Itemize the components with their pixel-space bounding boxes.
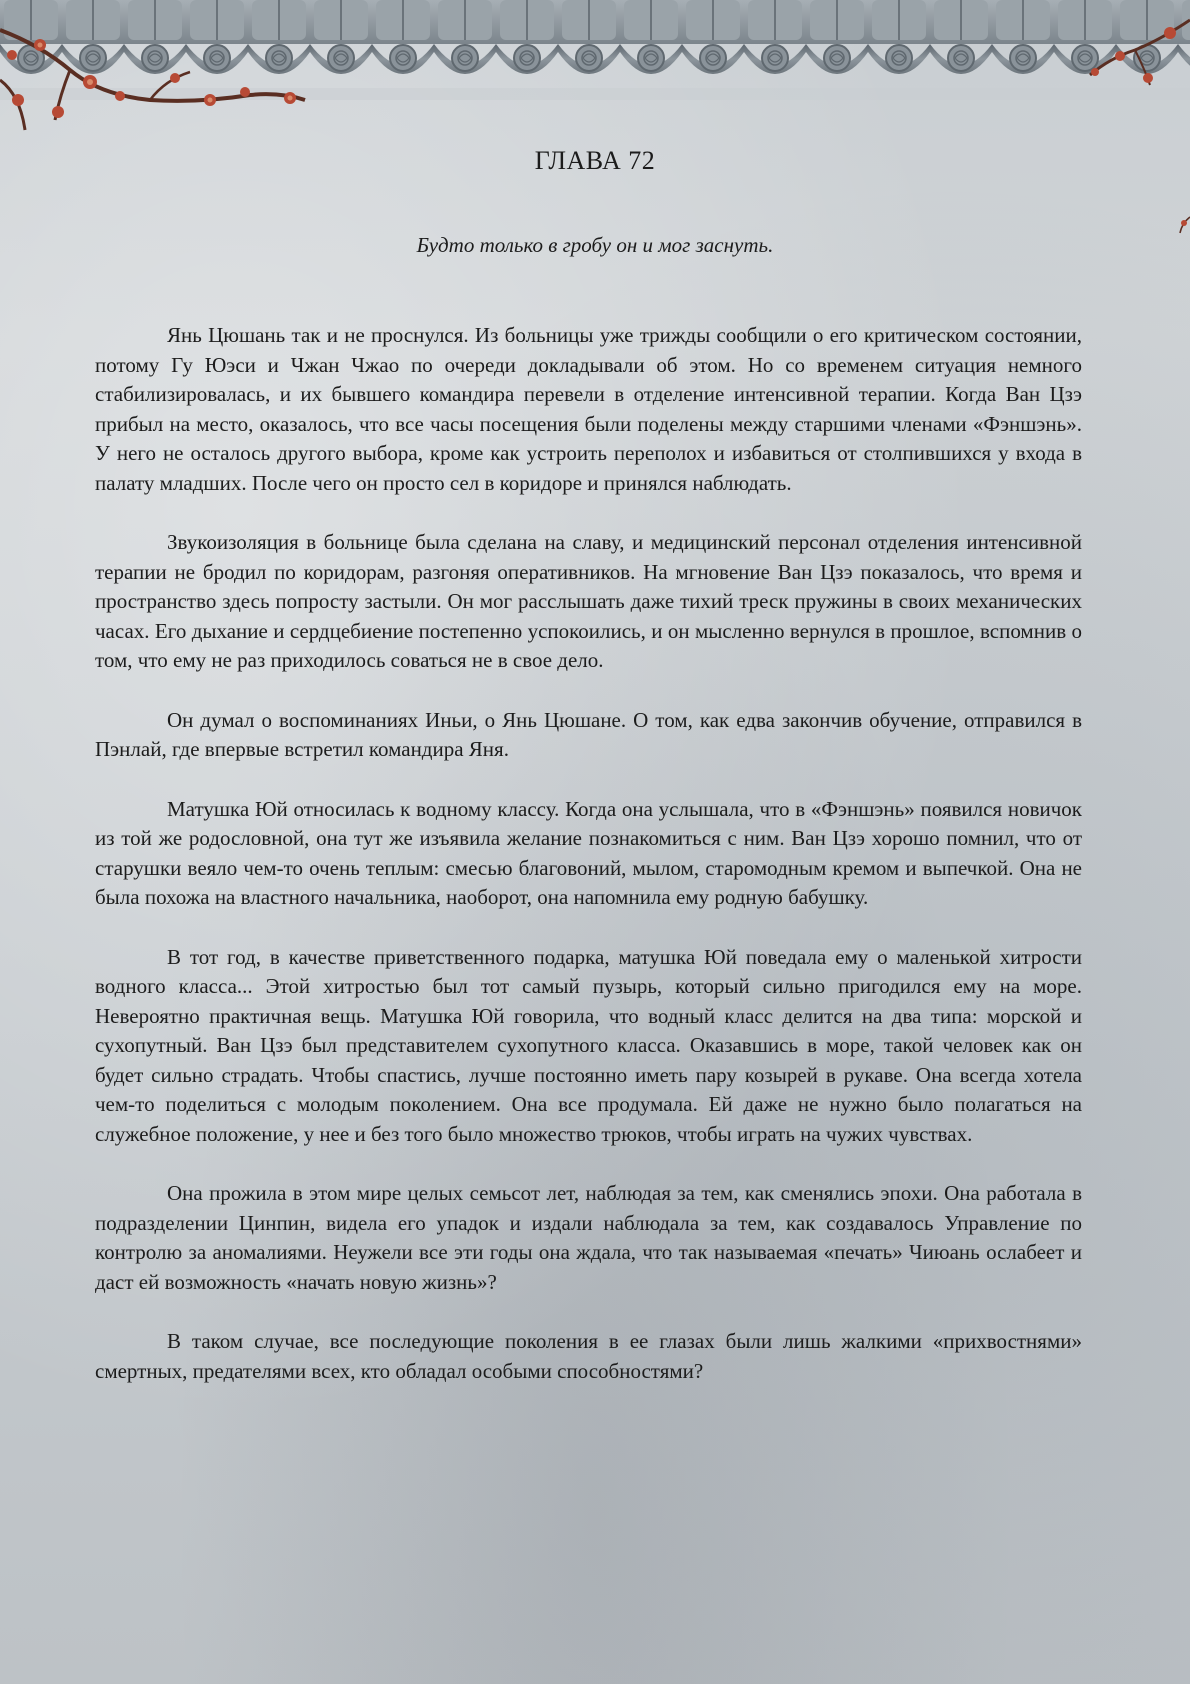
chapter-epigraph: Будто только в гробу он и мог заснуть. <box>416 233 774 257</box>
plum-blossom-branch-icon <box>0 0 320 150</box>
paragraph: В тот год, в качестве приветственного подарка, матушка Юй поведала ему о маленькой хитрости водного класса... Этой хитростью был тот самый пузырь, который сильно пригодился ему на море. Невероятно практичная вещь. Матушка Юй говорила, что водный класс делится на два типа: морской и сухопутный. Ван Цзэ был представителем сухопутного класса. Оказавшись в море, такой человек как он будет сильно страдать. Чтобы спастись, лучше постоянно иметь пару козырей в рукаве. Она всегда хотела чем-то поделиться с молодым поколением. Она все продумала. Ей даже не нужно было полагаться на служебное положение, у нее и без того было множество трюков, чтобы играть на чужих чувствах. <box>95 944 1082 1146</box>
blossom-petal-decoration <box>1176 215 1190 235</box>
plum-blossom-branch-left <box>0 0 320 150</box>
paragraph: Звукоизоляция в больнице была сделана на славу, и медицинский персонал отделения интенсивной терапии не бродил по коридорам, разгоняя оперативников. На мгновение Ван Цзэ показалось, что время и пространство здесь попросту застыли. Он мог расслышать даже тихий треск пружины в своих механических часах. Его дыхание и сердцебиение постепенно успокоились, и он мысленно вернулся в прошлое, вспомнив о том, что ему не раз приходилось соваться не в свое дело. <box>95 530 1082 672</box>
chapter-body <box>95 321 1082 1416</box>
plum-blossom-sprig-icon <box>1050 0 1190 90</box>
paragraph: Матушка Юй относилась к водному классу. Когда она услышала, что в «Фэншэнь» появился новичок из той же родословной, она тут же изъявила желание познакомиться с ним. Ван Цзэ хорошо помнил, что от старушки веяло чем-то очень теплым: смесью благовоний, мылом, старомодным кремом и выпечкой. Она не была похожа на властного начальника, наоборот, она напомнила ему родную бабушку. <box>95 796 1082 909</box>
paragraph: Она прожила в этом мире целых семьсот лет, наблюдая за тем, как сменялись эпохи. Она работала в подразделении Цинпин, видела его упадок и издали наблюдала за тем, как создавалось Управление по контролю за аномалиями. Неужели все эти годы она ждала, что так называемая «печать» Чиюань ослабеет и даст ей возможность «начать новую жизнь»? <box>95 1181 1082 1294</box>
plum-blossom-branch-right <box>1050 0 1190 90</box>
paragraph: Он думал о воспоминаниях Иньи, о Янь Цюшане. О том, как едва закончив обучение, отправился в Пэнлай, где впервые встретил командира Яня. <box>95 707 1082 761</box>
paragraph: В таком случае, все последующие поколения в ее глазах были лишь жалкими «прихвостнями» смертных, предателями всех, кто обладал особыми способностями? <box>95 1329 1082 1383</box>
paragraph: Янь Цюшань так и не проснулся. Из больницы уже трижды сообщили о его критическом состоянии, потому Гу Юэси и Чжан Чжао по очереди докладывали об этом. Но со временем ситуация немного стабилизировалась, и их бывшего командира перевели в отделение интенсивной терапии. Когда Ван Цзэ прибыл на место, оказалось, что все часы посещения были поделены между старшими членами «Фэншэнь». У него не осталось другого выбора, кроме как устроить переполох и избавиться от столпившихся у входа в палату младших. После чего он просто сел в коридоре и принялся наблюдать. <box>95 323 1082 495</box>
chapter-title: ГЛАВА 72 <box>534 146 656 175</box>
petal-icon <box>1176 215 1190 235</box>
